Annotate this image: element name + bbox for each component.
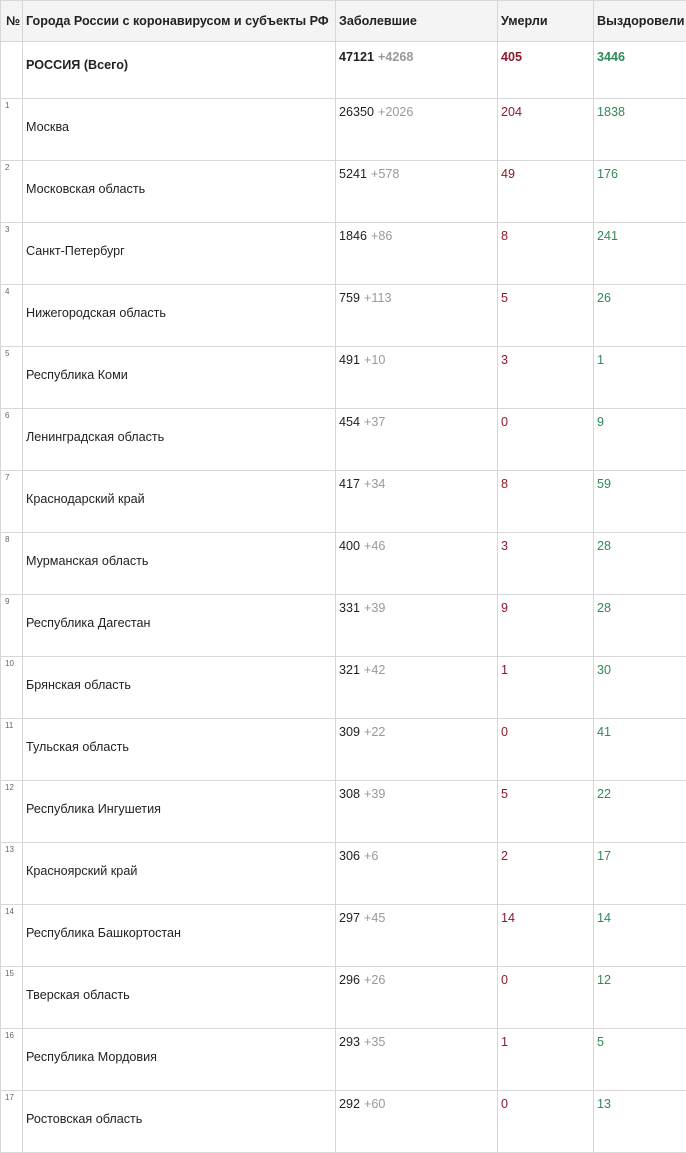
- row-index: 11: [1, 719, 23, 781]
- region-name: Мурманская область: [23, 533, 336, 595]
- region-name: Красноярский край: [23, 843, 336, 905]
- cases-value: 293: [339, 1035, 360, 1049]
- table-row: [1, 843, 686, 905]
- recovered-value: 41: [594, 719, 686, 781]
- cases-delta: +37: [364, 415, 385, 429]
- table-row: [1, 223, 686, 285]
- cases-value: 454: [339, 415, 360, 429]
- cases-delta: +22: [364, 725, 385, 739]
- column-header-recovered: Выздоровели: [594, 1, 686, 42]
- cases-delta: +2026: [378, 105, 413, 119]
- cases-cell: [336, 471, 498, 533]
- total-row: [1, 42, 686, 99]
- cases-value: 417: [339, 477, 360, 491]
- table-row: [1, 409, 686, 471]
- recovered-value: 12: [594, 967, 686, 1029]
- table-row: [1, 161, 686, 223]
- cases-value: 306: [339, 849, 360, 863]
- recovered-value: 1838: [594, 99, 686, 161]
- table-row: [1, 99, 686, 161]
- cases-delta: +46: [364, 539, 385, 553]
- row-index: 17: [1, 1091, 23, 1153]
- row-index: 16: [1, 1029, 23, 1091]
- cases-value: 26350: [339, 105, 374, 119]
- table-row: [1, 347, 686, 409]
- cases-cell: [336, 223, 498, 285]
- deaths-value: 3: [498, 533, 594, 595]
- recovered-value: 30: [594, 657, 686, 719]
- table-body: [1, 42, 686, 1153]
- cases-cell: [336, 1091, 498, 1153]
- deaths-value: 2: [498, 843, 594, 905]
- recovered-value: 1: [594, 347, 686, 409]
- region-name: Ленинградская область: [23, 409, 336, 471]
- row-index: 7: [1, 471, 23, 533]
- cases-delta: +10: [364, 353, 385, 367]
- recovered-value: 5: [594, 1029, 686, 1091]
- region-name: Тульская область: [23, 719, 336, 781]
- table-row: [1, 967, 686, 1029]
- row-index: 1: [1, 99, 23, 161]
- recovered-value: 176: [594, 161, 686, 223]
- cases-value: 309: [339, 725, 360, 739]
- cases-cell: [336, 843, 498, 905]
- table-row: [1, 533, 686, 595]
- cases-delta: +39: [364, 787, 385, 801]
- cases-cell: [336, 409, 498, 471]
- cases-delta: +34: [364, 477, 385, 491]
- column-header-cases: Заболевшие: [336, 1, 498, 42]
- deaths-value: 8: [498, 471, 594, 533]
- region-name: Республика Коми: [23, 347, 336, 409]
- recovered-value: 59: [594, 471, 686, 533]
- deaths-value: 49: [498, 161, 594, 223]
- cases-delta: +6: [364, 849, 378, 863]
- deaths-value: 14: [498, 905, 594, 967]
- column-header-region: Города России с коронавирусом и субъекты РФ: [23, 1, 336, 42]
- table-row: [1, 719, 686, 781]
- cases-delta: +39: [364, 601, 385, 615]
- recovered-value: 28: [594, 595, 686, 657]
- cases-cell: [336, 1029, 498, 1091]
- row-index: 9: [1, 595, 23, 657]
- cases-value: 1846: [339, 229, 367, 243]
- deaths-value: 1: [498, 657, 594, 719]
- region-name: Московская область: [23, 161, 336, 223]
- deaths-value: 9: [498, 595, 594, 657]
- region-name: Санкт-Петербург: [23, 223, 336, 285]
- row-index: 13: [1, 843, 23, 905]
- cases-delta: +35: [364, 1035, 385, 1049]
- cases-value: 400: [339, 539, 360, 553]
- recovered-value: 13: [594, 1091, 686, 1153]
- recovered-value: 17: [594, 843, 686, 905]
- region-name: Республика Дагестан: [23, 595, 336, 657]
- row-index: 2: [1, 161, 23, 223]
- deaths-value: 5: [498, 285, 594, 347]
- row-index: 4: [1, 285, 23, 347]
- table-row: [1, 905, 686, 967]
- row-index: 3: [1, 223, 23, 285]
- table-row: [1, 657, 686, 719]
- cases-delta: +113: [364, 291, 391, 305]
- cases-delta: +86: [371, 229, 392, 243]
- recovered-value: 241: [594, 223, 686, 285]
- deaths-value: 0: [498, 719, 594, 781]
- cases-cell: [336, 781, 498, 843]
- cases-cell: [336, 99, 498, 161]
- table-row: [1, 1091, 686, 1153]
- cases-value: 296: [339, 973, 360, 987]
- recovered-value: 9: [594, 409, 686, 471]
- cases-delta: +26: [364, 973, 385, 987]
- recovered-value: 26: [594, 285, 686, 347]
- cases-delta: +45: [364, 911, 385, 925]
- deaths-value: 5: [498, 781, 594, 843]
- cases-delta: +578: [371, 167, 399, 181]
- row-index: 10: [1, 657, 23, 719]
- row-index: 8: [1, 533, 23, 595]
- cases-cell: [336, 42, 498, 99]
- cases-cell: [336, 657, 498, 719]
- row-index: 15: [1, 967, 23, 1029]
- deaths-value: 405: [498, 42, 594, 99]
- recovered-value: 28: [594, 533, 686, 595]
- region-name: Республика Ингушетия: [23, 781, 336, 843]
- table-row: [1, 781, 686, 843]
- table-header-row: [1, 1, 686, 42]
- deaths-value: 0: [498, 1091, 594, 1153]
- cases-cell: [336, 347, 498, 409]
- cases-cell: [336, 905, 498, 967]
- region-name: Республика Мордовия: [23, 1029, 336, 1091]
- row-index: 6: [1, 409, 23, 471]
- deaths-value: 204: [498, 99, 594, 161]
- region-name: Краснодарский край: [23, 471, 336, 533]
- cases-cell: [336, 161, 498, 223]
- cases-cell: [336, 719, 498, 781]
- recovered-value: 22: [594, 781, 686, 843]
- deaths-value: 0: [498, 409, 594, 471]
- region-name: Брянская область: [23, 657, 336, 719]
- row-index: 5: [1, 347, 23, 409]
- cases-delta: +60: [364, 1097, 385, 1111]
- table-row: [1, 285, 686, 347]
- deaths-value: 3: [498, 347, 594, 409]
- region-name: Нижегородская область: [23, 285, 336, 347]
- cases-value: 331: [339, 601, 360, 615]
- cases-value: 491: [339, 353, 360, 367]
- deaths-value: 8: [498, 223, 594, 285]
- recovered-value: 14: [594, 905, 686, 967]
- cases-cell: [336, 967, 498, 1029]
- column-header-deaths: Умерли: [498, 1, 594, 42]
- cases-delta: +42: [364, 663, 385, 677]
- cases-value: 47121: [339, 50, 374, 64]
- recovered-value: 3446: [594, 42, 686, 99]
- region-name: Ростовская область: [23, 1091, 336, 1153]
- cases-value: 308: [339, 787, 360, 801]
- row-index: [1, 42, 23, 99]
- cases-value: 5241: [339, 167, 367, 181]
- deaths-value: 0: [498, 967, 594, 1029]
- table-row: [1, 471, 686, 533]
- column-header-number: №: [1, 1, 23, 42]
- cases-value: 321: [339, 663, 360, 677]
- cases-value: 759: [339, 291, 360, 305]
- row-index: 14: [1, 905, 23, 967]
- cases-value: 297: [339, 911, 360, 925]
- cases-value: 292: [339, 1097, 360, 1111]
- cases-cell: [336, 285, 498, 347]
- region-name: Республика Башкортостан: [23, 905, 336, 967]
- deaths-value: 1: [498, 1029, 594, 1091]
- table-row: [1, 1029, 686, 1091]
- region-name: Москва: [23, 99, 336, 161]
- row-index: 12: [1, 781, 23, 843]
- cases-cell: [336, 595, 498, 657]
- cases-cell: [336, 533, 498, 595]
- table-row: [1, 595, 686, 657]
- region-name: Тверская область: [23, 967, 336, 1029]
- cases-delta: +4268: [378, 50, 413, 64]
- region-name: РОССИЯ (Всего): [23, 42, 336, 99]
